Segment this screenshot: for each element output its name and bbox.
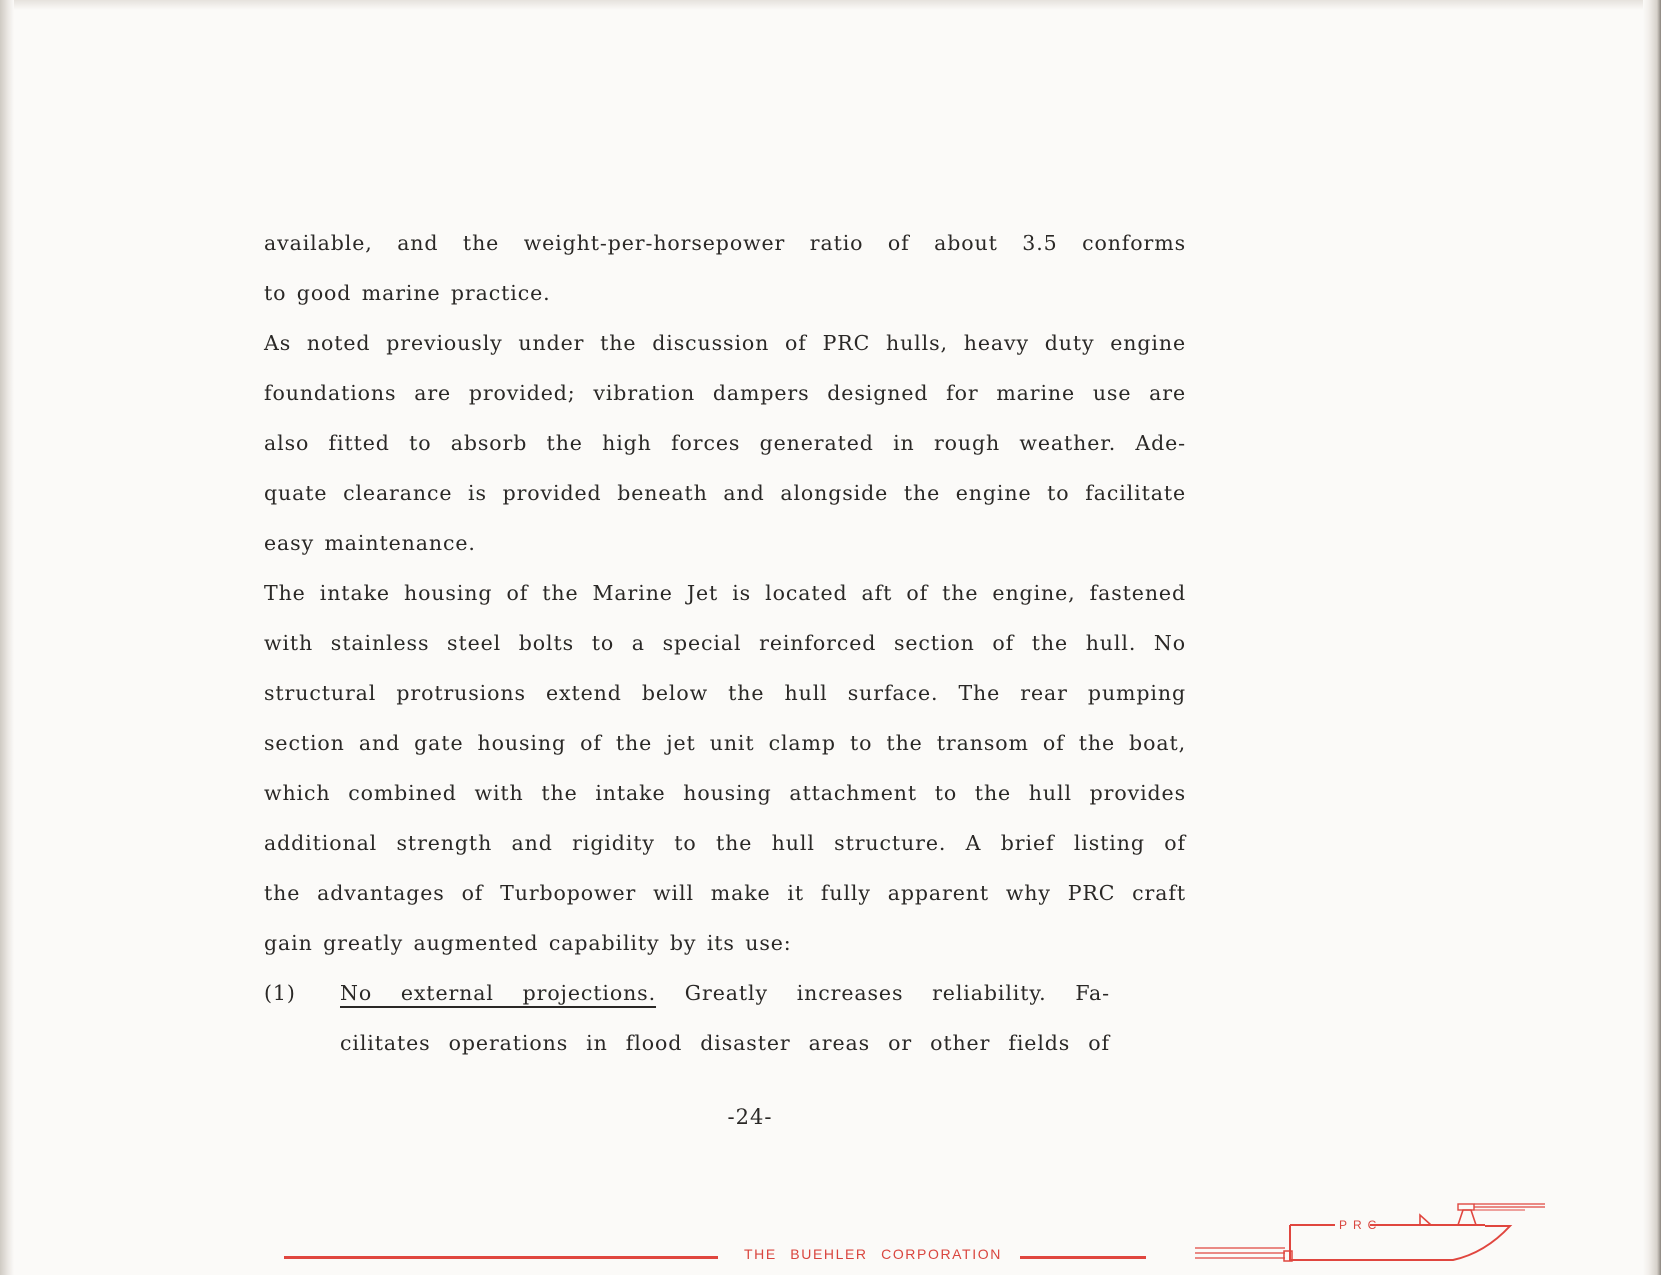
list-item-line: cilitates operations in flood disaster areas or other fields of xyxy=(340,1031,1110,1055)
body-text xyxy=(264,218,1186,1068)
footer-rule-left xyxy=(284,1256,718,1259)
logo-text: PRC xyxy=(1339,1218,1383,1232)
text-line: structural protrusions extend below the hull surface. The rear pumping xyxy=(264,681,1186,705)
footer-company-name: THE BUEHLER CORPORATION xyxy=(744,1246,1002,1262)
footer-rule-middle xyxy=(1020,1256,1146,1259)
page-binding-left xyxy=(0,0,14,1275)
text-line: gain greatly augmented capability by its use: xyxy=(264,931,792,955)
text-line: which combined with the intake housing attachment to the hull provides xyxy=(264,781,1186,805)
text-line: As noted previously under the discussion of PRC hulls, heavy duty engine xyxy=(264,331,1186,355)
text-line: to good marine practice. xyxy=(264,281,551,305)
page-binding-right xyxy=(1643,0,1661,1275)
page-number: -24- xyxy=(727,1105,773,1129)
list-item-heading: No external projections. xyxy=(340,981,657,1005)
text-line: quate clearance is provided beneath and alongside the engine to facilitate xyxy=(264,481,1186,505)
text-line: The intake housing of the Marine Jet is located aft of the engine, fastened xyxy=(264,581,1186,605)
text-line: the advantages of Turbopower will make it fully apparent why PRC craft xyxy=(264,881,1186,905)
text-line: additional strength and rigidity to the hull structure. A brief listing of xyxy=(264,831,1186,855)
list-item-text: Greatly increases reliability. Fa- xyxy=(684,981,1110,1005)
text-line: easy maintenance. xyxy=(264,531,476,555)
text-line: available, and the weight-per-horsepower ratio of about 3.5 conforms xyxy=(264,231,1186,255)
list-item-continuation xyxy=(264,1018,1186,1068)
text-line: section and gate housing of the jet unit clamp to the transom of the boat, xyxy=(264,731,1186,755)
text-line: also fitted to absorb the high forces generated in rough weather. Ade- xyxy=(264,431,1186,455)
prc-boat-logo xyxy=(1195,1198,1545,1264)
list-item-line xyxy=(340,968,1110,1018)
list-item-number: (1) xyxy=(264,981,296,1005)
list-item xyxy=(264,968,1186,1018)
page-top-shadow xyxy=(0,0,1661,10)
text-line: with stainless steel bolts to a special reinforced section of the hull. No xyxy=(264,631,1186,655)
text-line: foundations are provided; vibration dampers designed for marine use are xyxy=(264,381,1186,405)
